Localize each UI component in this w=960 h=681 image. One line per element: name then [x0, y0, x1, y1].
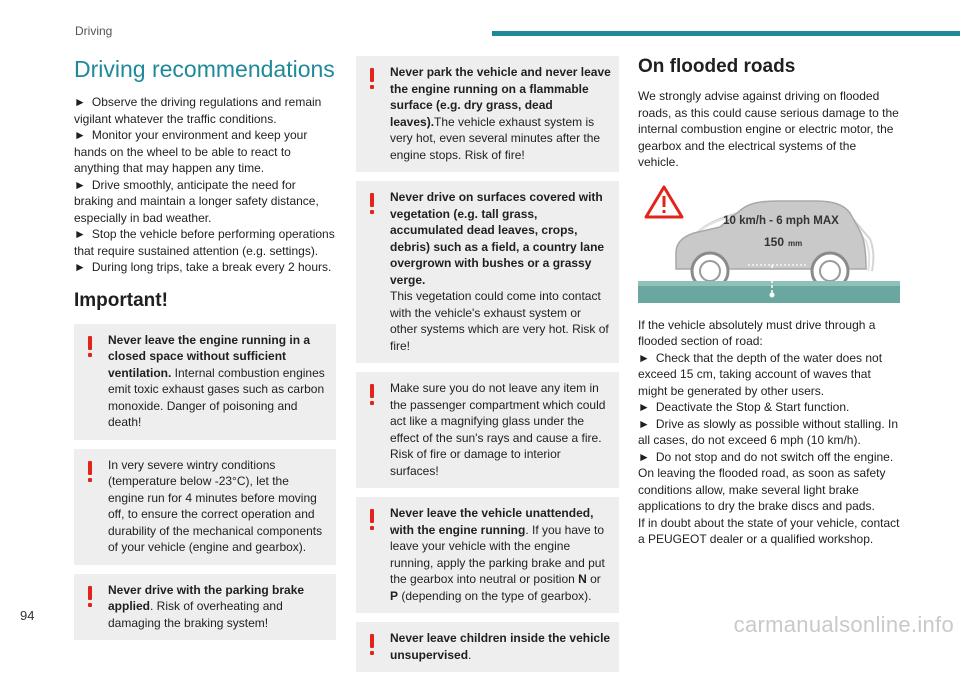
warning-triangle-icon — [646, 187, 682, 217]
warning-box: Never leave the engine running in a closed space without sufficient ventilation. Internal combustion engines emit toxic exhaust gases such as carbon monoxide. Danger of poisoning and death! — [74, 324, 336, 440]
flood-illustration — [638, 183, 900, 303]
page-title: Driving recommendations — [74, 56, 335, 82]
arrow-bullet-icon: ► — [638, 400, 650, 414]
important-heading: Important! — [74, 289, 168, 311]
watermark: carmanualsonline.info — [733, 612, 954, 637]
arrow-bullet-icon: ► — [638, 416, 650, 431]
list-item: ► Drive smoothly, anticipate the need for braking and maintain a longer safety distance, especially in bad weather. — [74, 177, 319, 225]
column-right — [638, 56, 900, 548]
warning-box: Never drive on surfaces covered with vegetation (e.g. tall grass, accumulated dead leaves, crops, debris) such as a field, a country lane overgrown with bushes or a grassy verge. This vegetation could come into contact with the vehicle's exhaust system or other systems which are very hot. Risk of fire! — [356, 181, 619, 363]
arrow-bullet-icon: ► — [638, 449, 650, 464]
list-item: ► During long trips, take a break every 2 hours. — [74, 260, 332, 274]
driving-bullets — [74, 94, 336, 276]
column-left — [74, 56, 336, 649]
exclamation-icon — [368, 509, 376, 531]
exclamation-icon — [86, 336, 94, 358]
list-item: ► Stop the vehicle before performing operations that require sustained attention (e.g. settings). — [74, 227, 335, 258]
list-item: ► Deactivate the Stop & Start function. — [638, 400, 850, 414]
exclamation-icon — [368, 634, 376, 656]
header-accent-bar — [492, 31, 960, 36]
flooded-roads-heading: On flooded roads — [638, 56, 796, 77]
warning-box: In very severe wintry conditions (temperature below -23°C), let the engine run for 4 minutes before moving off, to ensure the correct operation and durability of the mechanical components of your vehicle (engine and gearbox). — [74, 449, 336, 565]
list-item: ► Do not stop and do not switch off the engine. — [638, 449, 894, 464]
arrow-bullet-icon: ► — [74, 177, 86, 192]
exclamation-icon — [368, 384, 376, 406]
exclamation-icon — [86, 461, 94, 483]
depth-unit-label: mm — [788, 238, 803, 248]
list-item: ► Drive as slowly as possible without stalling. In all cases, do not exceed 6 mph (10 km/h). — [638, 416, 898, 447]
closing-paragraph: If in doubt about the state of your vehicle, contact a PEUGEOT dealer or a qualified workshop. — [638, 515, 900, 546]
lead-paragraph: If the vehicle absolutely must drive through a flooded section of road: — [638, 317, 876, 348]
depth-value-label: 150 — [764, 234, 785, 249]
arrow-bullet-icon: ► — [74, 227, 86, 241]
list-item: ► Observe the driving regulations and remain vigilant whatever the traffic conditions. — [74, 95, 322, 126]
warning-box: Never leave children inside the vehicle unsupervised. — [356, 622, 619, 672]
after-paragraph: On leaving the flooded road, as soon as safety conditions allow, make several light brake applications to dry the brake discs and pads. — [638, 466, 886, 513]
exclamation-icon — [86, 586, 94, 608]
list-item: ► Monitor your environment and keep your hands on the wheel to be able to react to anything that may happen any time. — [74, 128, 308, 175]
intro-paragraph: We strongly advise against driving on flooded roads, as this could cause serious damage to the internal combustion engine or electric motor, the gearbox and the electrical systems of the vehicle. — [638, 89, 899, 169]
warning-box: Never park the vehicle and never leave the engine running on a flammable surface (e.g. dry grass, dead leaves).The vehicle exhaust system is very hot, even several minutes after the engine stops. Risk of fire! — [356, 56, 619, 172]
speed-limit-label: 10 km/h - 6 mph MAX — [723, 214, 839, 227]
flooded-car-diagram — [638, 183, 900, 303]
column-middle — [356, 56, 619, 681]
page-number: 94 — [20, 608, 35, 623]
warning-box: Make sure you do not leave any item in the passenger compartment which could act like a magnifying glass under the effect of the sun's rays and cause a fire. Risk of fire or damage to interior surfaces! — [356, 372, 619, 488]
arrow-bullet-icon: ► — [74, 95, 86, 109]
arrow-bullet-icon: ► — [638, 350, 650, 365]
exclamation-icon — [368, 193, 376, 215]
arrow-bullet-icon: ► — [74, 260, 86, 274]
warning-box: Never leave the vehicle unattended, with the engine running. If you have to leave your vehicle with the engine running, apply the parking brake and put the gearbox into neutral or position N or P (depending on the type of gearbox). — [356, 497, 619, 613]
list-item: ► Check that the depth of the water does not exceed 15 cm, taking account of waves that might be generated by other users. — [638, 350, 883, 398]
arrow-bullet-icon: ► — [74, 128, 86, 142]
running-header: Driving — [75, 24, 113, 38]
warning-box: Never drive with the parking brake applied. Risk of overheating and damaging the braking system! — [74, 574, 336, 641]
exclamation-icon — [368, 68, 376, 90]
flood-instructions — [638, 317, 900, 548]
